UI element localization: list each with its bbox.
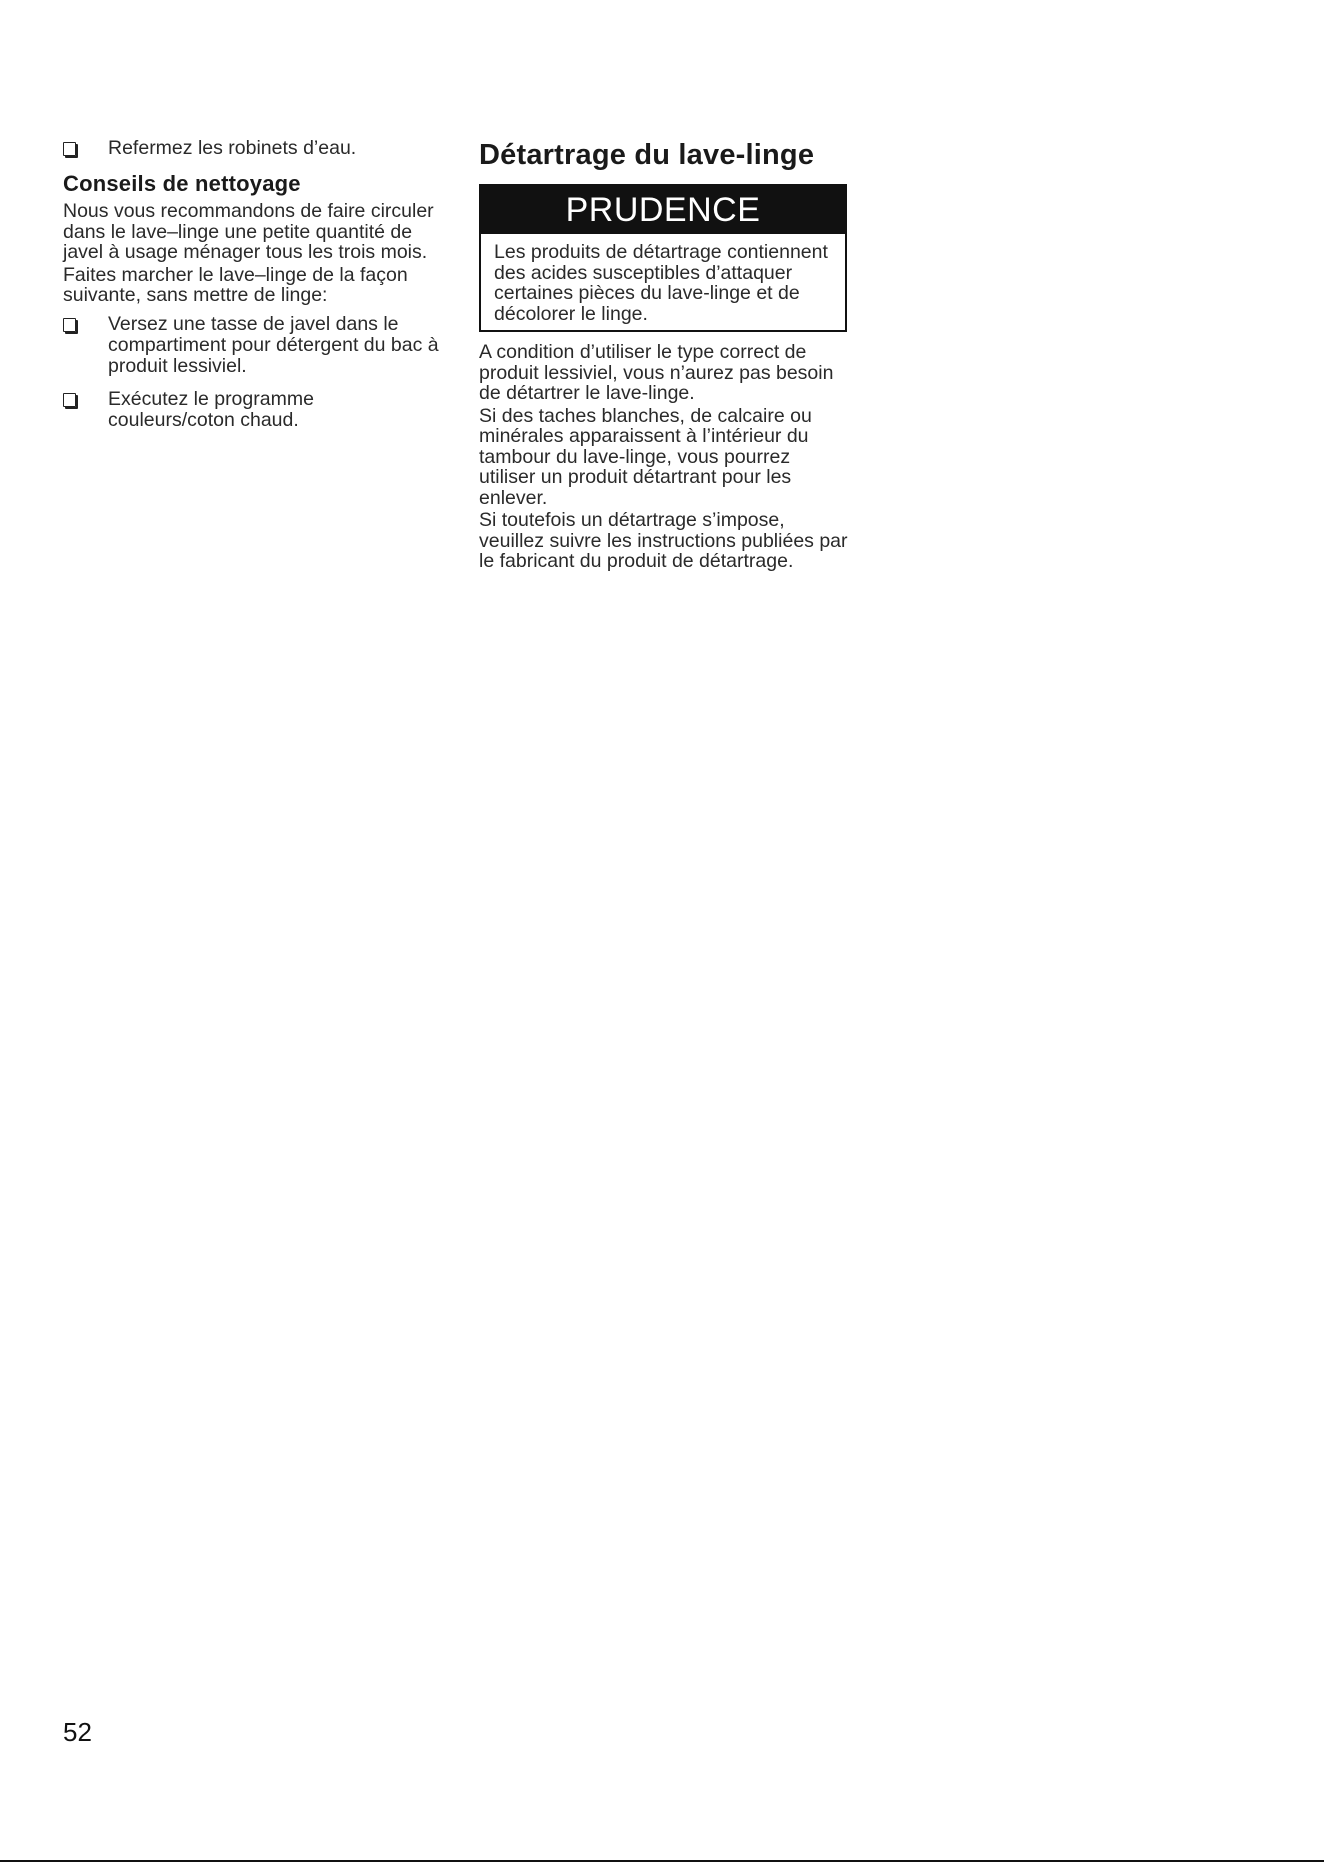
list-item bbox=[63, 138, 443, 159]
paragraph: Si toutefois un détartrage s’impose, veuillez suivre les instructions publiées par le fabricant du produit de détartrage. bbox=[479, 509, 848, 572]
section-heading: Détartrage du lave-linge bbox=[479, 139, 815, 171]
section-subheading: Conseils de nettoyage bbox=[63, 171, 301, 196]
bottom-rule bbox=[0, 1860, 1324, 1862]
list-item-text: Exécutez le programme couleurs/coton chaud. bbox=[108, 387, 314, 431]
list-item-text: Versez une tasse de javel dans le compartiment pour détergent du bac à produit lessiviel. bbox=[108, 312, 439, 377]
caution-title: PRUDENCE bbox=[481, 186, 845, 234]
left-column bbox=[63, 138, 443, 443]
right-column bbox=[479, 138, 849, 574]
list-item-text: Refermez les robinets d’eau. bbox=[108, 137, 357, 159]
list-item bbox=[63, 389, 443, 431]
paragraph: Nous vous recommandons de faire circuler dans le lave–linge une petite quantité de javel à usage ménager tous les trois mois. bbox=[63, 200, 434, 263]
caution-box bbox=[479, 184, 847, 332]
paragraph: Si des taches blanches, de calcaire ou minérales apparaissent à l’intérieur du tambour du lave-linge, vous pourrez utiliser un produit détartrant pour les enlever. bbox=[479, 404, 812, 509]
checkbox-bullet-icon bbox=[63, 318, 76, 332]
checkbox-bullet-icon bbox=[63, 142, 76, 156]
paragraph: A condition d’utiliser le type correct de produit lessiviel, vous n’aurez pas besoin de détartrer le lave-linge. bbox=[479, 341, 834, 404]
page-number: 52 bbox=[63, 1717, 92, 1747]
caution-text: Les produits de détartrage contiennent des acides susceptibles d’attaquer certaines pièces du lave-linge et de décolorer le linge. bbox=[494, 241, 828, 325]
list-item bbox=[63, 314, 443, 377]
paragraph: Faites marcher le lave–linge de la façon suivante, sans mettre de linge: bbox=[63, 263, 408, 306]
checkbox-bullet-icon bbox=[63, 393, 76, 407]
